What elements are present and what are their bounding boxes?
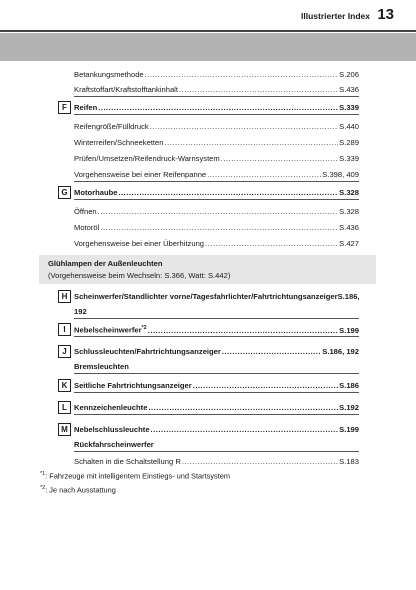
bulb-entry-l: Kennzeichenleuchte ..... S.192	[74, 403, 359, 412]
index-entry: Öffnen ..... S.328	[74, 207, 359, 216]
header-rule	[0, 30, 416, 32]
divider	[74, 199, 359, 200]
footnote: $^{*1}$: Fahrzeuge mit intelligentem Einstiegs- und Startsystem	[40, 471, 231, 481]
letter-badge: H	[58, 290, 71, 303]
index-entry: Betankungsmethode ..... S.206	[74, 70, 359, 79]
divider	[74, 392, 359, 393]
index-entry: Winterreifen/Schneeketten ..... S.289	[74, 138, 359, 147]
footnote: $^{*2}$: Je nach Ausstattung	[40, 485, 116, 495]
letter-badge: I	[58, 323, 71, 336]
bulb-entry-m: Nebelschlussleuchte ..... S.199	[74, 425, 359, 434]
header-band	[0, 33, 416, 61]
divider	[74, 181, 359, 182]
index-entry: Schalten in die Schaltstellung R ..... S.183	[74, 457, 359, 466]
page-number: 13	[377, 6, 394, 23]
bulbs-title: Glühlampen der Außenleuchten	[48, 259, 163, 268]
bulb-entry-h: Scheinwerfer/Standlichter vorne/Tagesfahrlichter/FahrtrichtungsanzeigerS.186,	[74, 292, 360, 301]
section-title: Illustrierter Index	[301, 11, 370, 21]
letter-badge: K	[58, 379, 71, 392]
index-heading: Reifen ..... S.339	[74, 103, 359, 112]
letter-badge: M	[58, 423, 71, 436]
divider	[74, 451, 359, 452]
letter-badge: G	[58, 186, 71, 199]
index-entry: Prüfen/Umsetzen/Reifendruck-Warnsystem ..... S.339	[74, 154, 359, 163]
divider	[74, 336, 359, 337]
index-entry: Motoröl ..... S.436	[74, 223, 359, 232]
bulb-entry-m-cont: Rückfahrscheinwerfer	[74, 440, 154, 449]
page-header	[0, 0, 416, 34]
index-entry: Kraftstoffart/Kraftstofftankinhalt ..... S.436	[74, 85, 359, 94]
index-entry: Vorgehensweise bei einer Überhitzung ..... S.427	[74, 239, 359, 248]
bulb-entry-h-cont: 192	[74, 307, 87, 316]
bulb-entry-j: Schlussleuchten/Fahrtrichtungsanzeiger ..... S.186, 192	[74, 347, 359, 356]
bulb-entry-k: Seitliche Fahrtrichtungsanzeiger ..... S.186	[74, 381, 359, 390]
letter-badge: F	[58, 101, 71, 114]
bulbs-subtitle: (Vorgehensweise beim Wechseln: S.366, Watt: S.442)	[48, 271, 231, 280]
letter-badge: J	[58, 345, 71, 358]
index-entry: Reifengröße/Fülldruck ..... S.440	[74, 122, 359, 131]
divider	[74, 373, 359, 374]
index-heading: Motorhaube ..... S.328	[74, 188, 359, 197]
divider	[74, 414, 359, 415]
divider	[74, 318, 359, 319]
divider	[74, 114, 359, 115]
bulb-entry-i: Nebelscheinwerfer$^{*2}$ ..... S.199	[74, 325, 359, 335]
letter-badge: L	[58, 401, 71, 414]
index-entry: Vorgehensweise bei einer Reifenpanne ..... S.398, 409	[74, 170, 359, 179]
bulb-entry-j-cont: Bremsleuchten	[74, 362, 129, 371]
divider	[74, 96, 359, 97]
